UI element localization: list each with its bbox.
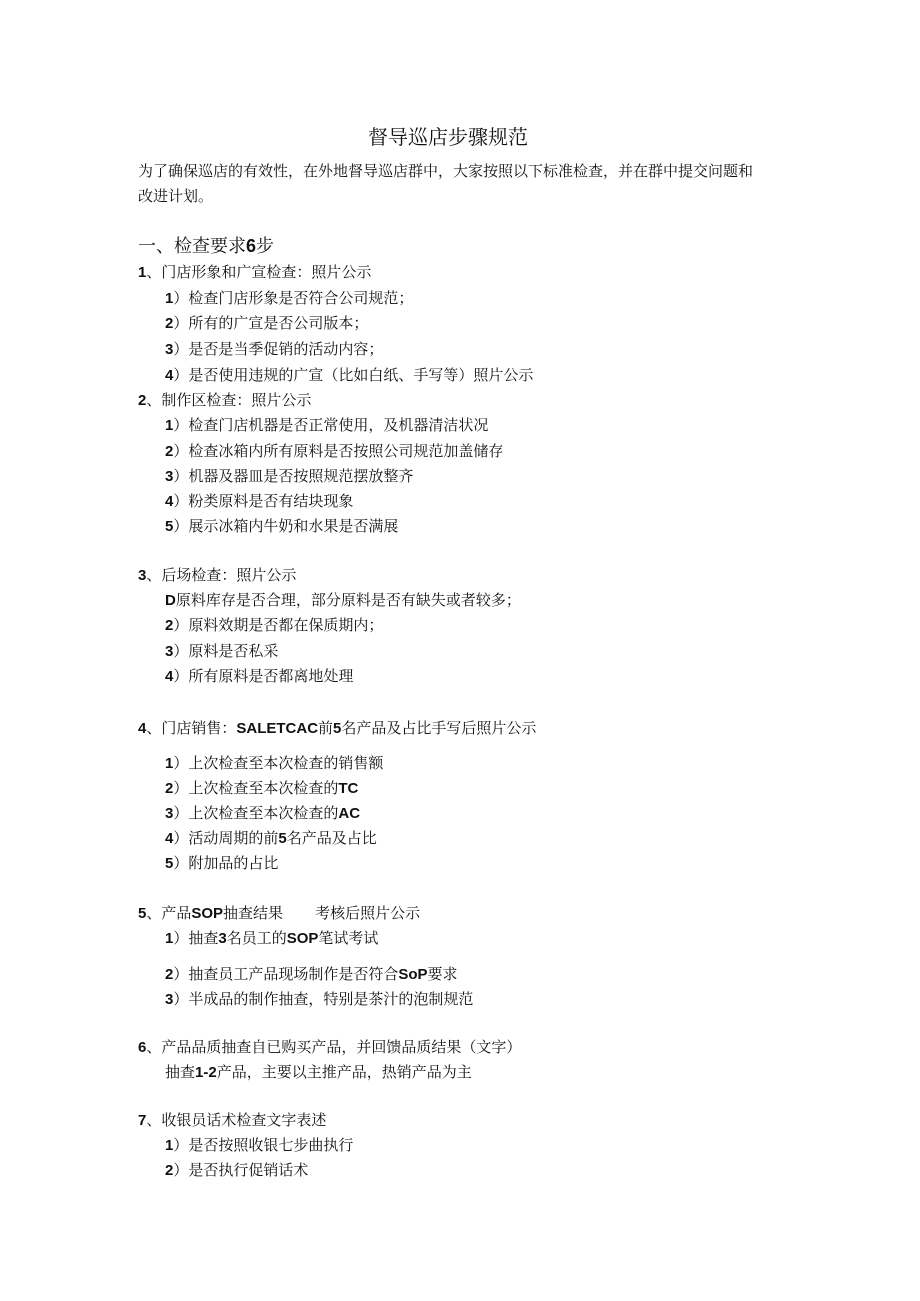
sub-item: 4）所有原料是否都离地处理 (165, 667, 354, 685)
sub-item: 1）是否按照收银七步曲执行 (165, 1136, 354, 1154)
item-1-heading (138, 262, 371, 283)
sub-item: 2）是否执行促销话术 (165, 1161, 309, 1179)
sub-item: 3）是否是当季促销的活动内容； (165, 340, 384, 358)
item-3-heading: 3、后场检查：照片公示 (138, 566, 297, 584)
sub-item: 抽查1-2产品，主要以主推产品，热销产品为主 (165, 1063, 472, 1081)
item-heading-text: 、门店形象和广宣检查：照片公示 (146, 263, 372, 281)
item-7-heading: 7、收银员话术检查文字表述 (138, 1111, 327, 1129)
sub-item: 4）是否使用违规的广宣（比如白纸、手写等）照片公示 (165, 366, 534, 384)
sub-item: 1）检查门店形象是否符合公司规范； (165, 289, 414, 307)
sub-item: 3）机器及器皿是否按照规范摆放整齐 (165, 467, 414, 485)
item-6-heading: 6、产品品质抽查自已购买产品，并回馈品质结果（文字） (138, 1038, 522, 1056)
sub-item: 3）半成品的制作抽查，特别是茶汁的泡制规范 (165, 990, 474, 1008)
sub-item: 5）附加品的占比 (165, 854, 279, 872)
section-heading (138, 234, 274, 259)
sub-item: 3）原料是否私采 (165, 642, 279, 660)
sub-item: 2）上次检查至本次检查的TC (165, 779, 359, 797)
sub-item: D原料库存是否合理，部分原料是否有缺失或者较多； (165, 591, 521, 609)
sub-item: 2）抽查员工产品现场制作是否符合SoP要求 (165, 965, 458, 983)
section-suffix: 步 (256, 236, 275, 257)
sub-item: 4）粉类原料是否有结块现象 (165, 492, 354, 510)
sub-item: 1）抽查3名员工的SOP笔试考试 (165, 929, 379, 947)
sub-item: 4）活动周期的前5名产品及占比 (165, 829, 377, 847)
item-number: 1 (138, 264, 147, 281)
document-title: 督导巡店步骤规范 (368, 125, 528, 149)
section-prefix: 一、检查要求 (138, 236, 246, 257)
item-5-heading: 5、产品SOP抽查结果 考核后照片公示 (138, 904, 421, 922)
intro-line-1: 为了确保巡店的有效性，在外地督导巡店群中，大家按照以下标准检查，并在群中提交问题和 (138, 162, 754, 180)
item-2-heading: 2、制作区检查：照片公示 (138, 391, 312, 409)
sub-item: 1）检查门店机器是否正常使用，及机器清洁状况 (165, 416, 489, 434)
sub-item: 2）原料效期是否都在保质期内； (165, 616, 384, 634)
sub-item: 2）所有的广宣是否公司版本； (165, 314, 369, 332)
item-4-heading: 4、门店销售：SALETCAC前5名产品及占比手写后照片公示 (138, 719, 537, 737)
sub-item: 2）检查冰箱内所有原料是否按照公司规范加盖储存 (165, 442, 504, 460)
sub-item: 1）上次检查至本次检查的销售额 (165, 754, 384, 772)
sub-item: 3）上次检查至本次检查的AC (165, 804, 361, 822)
intro-line-2: 改进计划。 (138, 187, 214, 205)
section-count: 6 (246, 236, 257, 256)
sub-item: 5）展示冰箱内牛奶和水果是否满展 (165, 517, 399, 535)
